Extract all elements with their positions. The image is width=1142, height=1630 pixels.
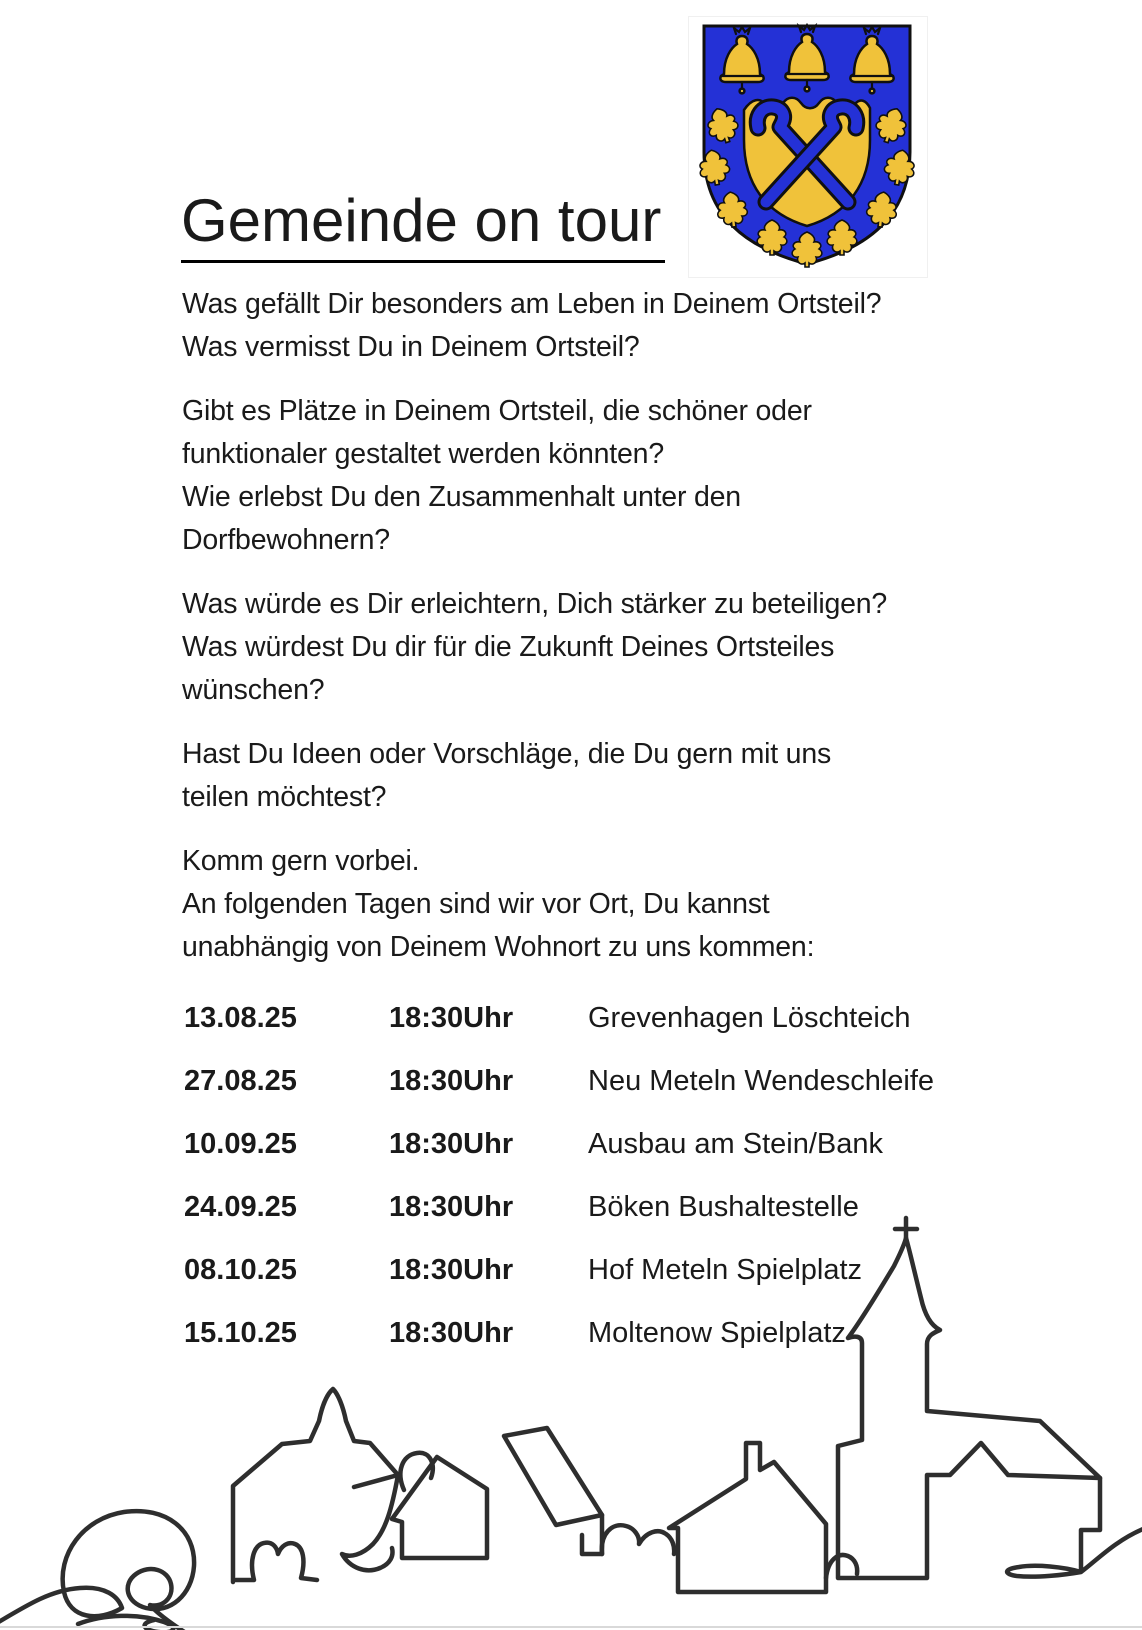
text-line: Was gefällt Dir besonders am Leben in Deinem Ortsteil?	[182, 288, 882, 320]
schedule-row	[184, 1060, 964, 1103]
text-line: An folgenden Tagen sind wir vor Ort, Du kannst	[182, 888, 770, 920]
schedule-time: 18:30Uhr	[389, 1128, 514, 1160]
text-line: Was würde es Dir erleichtern, Dich stärker zu beteiligen?	[182, 588, 888, 620]
text-line: Gibt es Plätze in Deinem Ortsteil, die schöner oder	[182, 395, 812, 427]
schedule-location: Ausbau am Stein/Bank	[588, 1128, 884, 1160]
paragraph	[182, 583, 972, 712]
text-line: Wie erlebst Du den Zusammenhalt unter den	[182, 481, 741, 513]
schedule-row	[184, 1249, 964, 1292]
schedule-time: 18:30Uhr	[389, 1065, 514, 1097]
schedule-row	[184, 1123, 964, 1166]
schedule-location: Böken Bushaltestelle	[588, 1191, 859, 1223]
paragraph	[182, 733, 972, 819]
body-text	[182, 283, 972, 990]
schedule-row	[184, 1186, 964, 1229]
text-line: wünschen?	[182, 674, 325, 706]
text-line: Dorfbewohnern?	[182, 524, 390, 556]
schedule-row	[184, 997, 964, 1040]
coat-of-arms-icon	[698, 20, 916, 272]
schedule-date: 24.09.25	[184, 1191, 297, 1223]
schedule-location: Neu Meteln Wendeschleife	[588, 1065, 935, 1097]
schedule-date: 15.10.25	[184, 1317, 297, 1349]
paragraph	[182, 840, 972, 969]
schedule-time: 18:30Uhr	[389, 1191, 514, 1223]
page-title: Gemeinde on tour	[181, 190, 665, 263]
schedule-location: Grevenhagen Löschteich	[588, 1002, 911, 1034]
page-bottom-edge	[0, 1626, 1142, 1628]
tour-schedule	[184, 997, 964, 1375]
text-line: Was würdest Du dir für die Zukunft Deines Ortsteiles	[182, 631, 835, 663]
schedule-date: 10.09.25	[184, 1128, 297, 1160]
text-line: Hast Du Ideen oder Vorschläge, die Du gern mit uns	[182, 738, 832, 770]
paragraph	[182, 390, 972, 562]
text-line: teilen möchtest?	[182, 781, 387, 813]
text-line: unabhängig von Deinem Wohnort zu uns kommen:	[182, 931, 815, 963]
schedule-date: 08.10.25	[184, 1254, 297, 1286]
paragraph	[182, 283, 972, 369]
text-line: Was vermisst Du in Deinem Ortsteil?	[182, 331, 640, 363]
text-line: funktionaler gestaltet werden könnten?	[182, 438, 664, 470]
schedule-time: 18:30Uhr	[389, 1002, 514, 1034]
schedule-time: 18:30Uhr	[389, 1254, 514, 1286]
text-line: Komm gern vorbei.	[182, 845, 420, 877]
schedule-location: Hof Meteln Spielplatz	[588, 1254, 863, 1286]
schedule-location: Moltenow Spielplatz	[588, 1317, 846, 1349]
schedule-time: 18:30Uhr	[389, 1317, 514, 1349]
schedule-date: 27.08.25	[184, 1065, 297, 1097]
schedule-date: 13.08.25	[184, 1002, 297, 1034]
schedule-row	[184, 1312, 964, 1355]
